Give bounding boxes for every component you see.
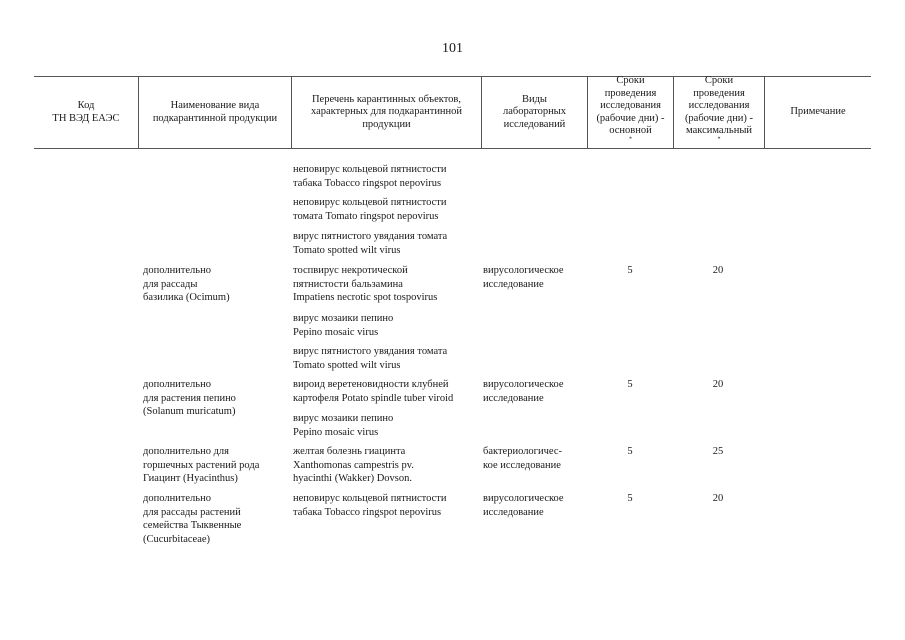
term-max: 20	[712, 379, 724, 390]
quarantine-object: вироид веретеновидности клубней картофеля Potato spindle tuber viroid	[293, 379, 454, 404]
quarantine-object: вирус пятнистого увядания томата Tomato spotted wilt virus	[293, 231, 448, 256]
header-code: Код ТН ВЭД ЕАЭС	[52, 100, 120, 124]
header-term-max: Сроки проведения исследования (рабочие дни) - максимальный *	[684, 75, 754, 143]
term-max: 25	[712, 446, 724, 457]
product-name: дополнительно для горшечных растений рода Гиацинт (Hyacinthus)	[143, 446, 260, 484]
term-max: 20	[712, 493, 724, 504]
study-type: вирусологическое исследование	[483, 493, 564, 518]
footnote-mark: *	[717, 136, 721, 143]
study-type: вирусологическое исследование	[483, 379, 564, 404]
page-number: 101	[442, 41, 463, 56]
product-name: дополнительно для растения пепино (Solanum muricatum)	[143, 379, 236, 417]
header-quarantine-objects: Перечень карантинных объектов, характерных для подкарантинной продукции	[310, 93, 463, 130]
term-main: 5	[627, 265, 633, 276]
footnote-mark: *	[629, 136, 632, 143]
term-main: 5	[627, 446, 633, 457]
header-product-name: Наименование вида подкарантинной продукции	[152, 100, 278, 124]
quarantine-object: неповирус кольцевой пятнистости томата Tomato ringspot nepovirus	[293, 197, 447, 222]
header-study-types: Виды лабораторных исследований	[502, 93, 566, 130]
product-name: дополнительно для рассады базилика (Ocimum)	[143, 265, 230, 303]
product-name: дополнительно для рассады растений семейства Тыквенные (Cucurbitaceae)	[143, 493, 242, 545]
quarantine-object: желтая болезнь гиацинта Xanthomonas campestris pv. hyacinthi (Wakker) Dovson.	[293, 446, 414, 484]
study-type: вирусологическое исследование	[483, 265, 564, 290]
term-main: 5	[627, 493, 633, 504]
quarantine-object: неповирус кольцевой пятнистости табака Tobacco ringspot nepovirus	[293, 164, 447, 189]
quarantine-object: вирус мозаики пепино Pepino mosaic virus	[293, 313, 394, 338]
header-term-main: Сроки проведения исследования (рабочие дни) - основной *	[596, 75, 665, 143]
term-max: 20	[712, 265, 724, 276]
quarantine-object: тоспвирус некротической пятнистости бальзамина Impatiens necrotic spot tospovirus	[293, 265, 438, 303]
quarantine-object: вирус мозаики пепино Pepino mosaic virus	[293, 413, 394, 438]
term-main: 5	[627, 379, 633, 390]
header-note: Примечание	[790, 106, 846, 118]
study-type: бактериологичес- кое исследование	[483, 446, 562, 471]
quarantine-object: неповирус кольцевой пятнистости табака Tobacco ringspot nepovirus	[293, 493, 447, 518]
quarantine-object: вирус пятнистого увядания томата Tomato spotted wilt virus	[293, 346, 448, 371]
